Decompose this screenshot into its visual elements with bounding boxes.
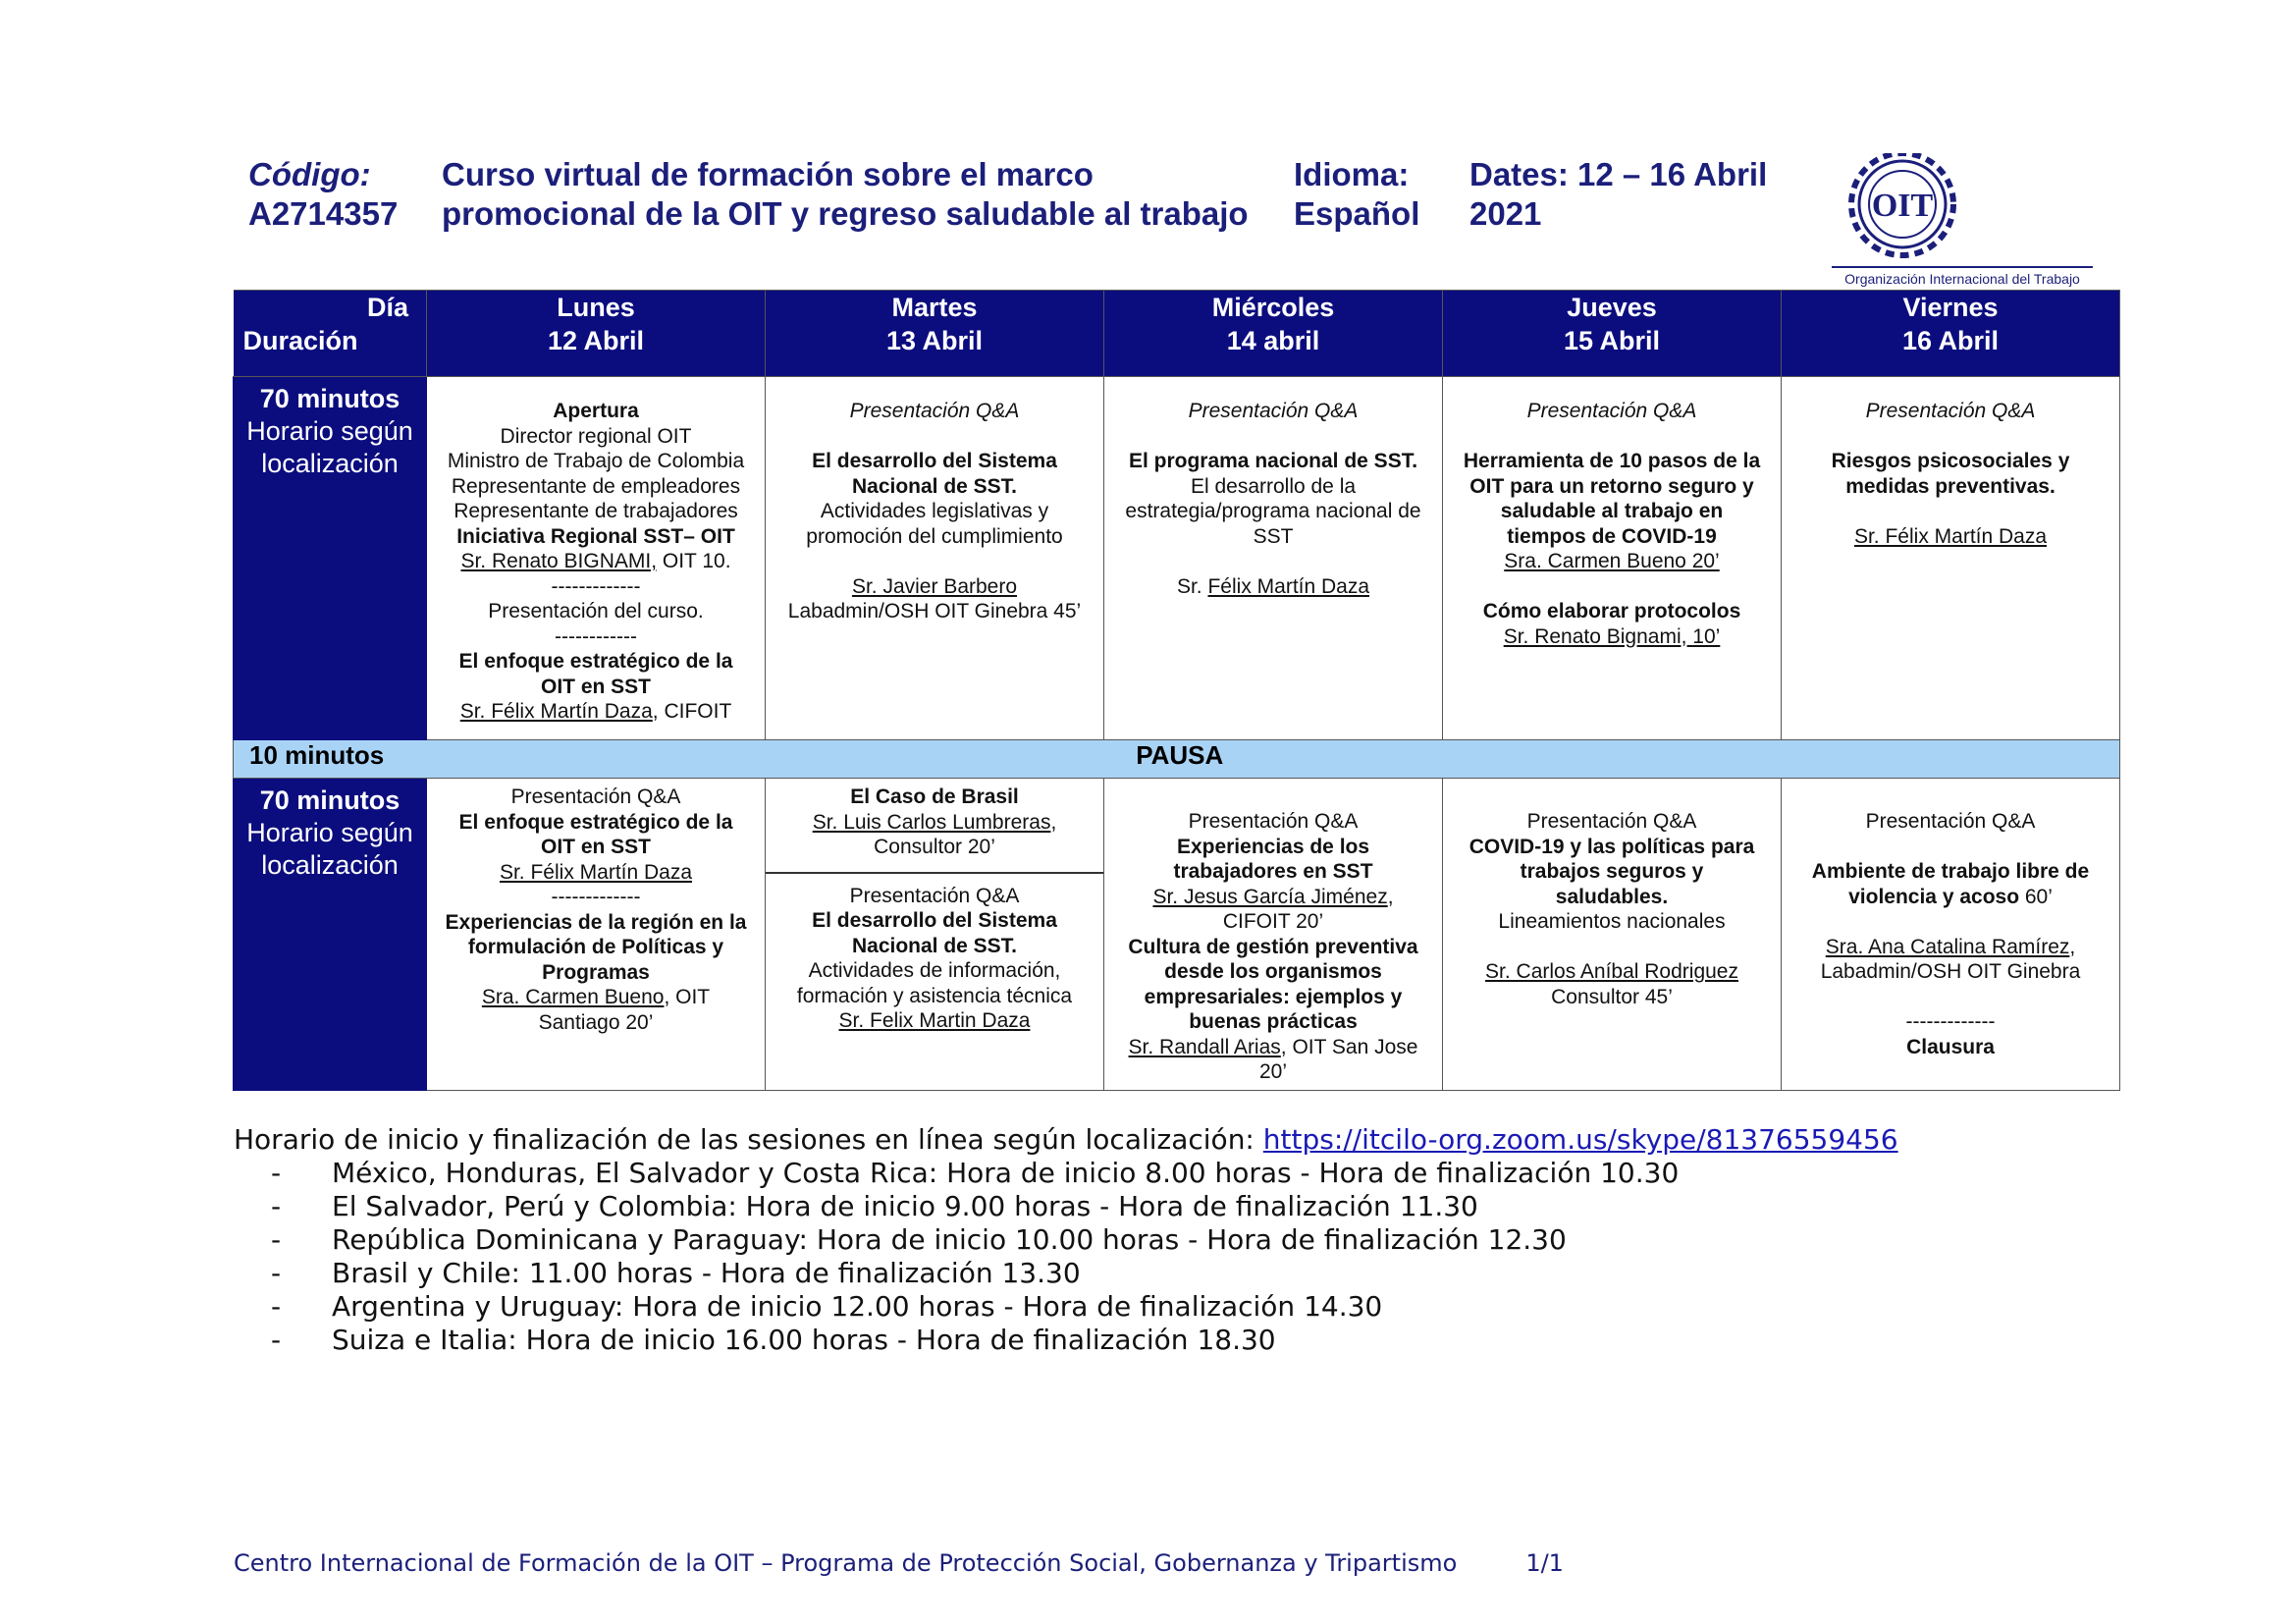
dates-line-2: 2021 [1469,195,1542,232]
list-item: - Suiza e Italia: Hora de inicio 16.00 horas - Hora de finalización 18.30 [271,1324,1276,1356]
session-2-duration: 70 minutos Horario según localización [234,779,427,1091]
course-title [442,155,1249,234]
pause-row [234,740,2120,779]
language-value: Español [1294,195,1420,232]
oit-gear-icon [1832,153,2093,263]
day-header-wednesday: Miércoles 14 abril [1104,291,1443,377]
day-header-friday: Viernes 16 Abril [1782,291,2120,377]
session-1-row [234,377,2120,740]
list-item: - Argentina y Uruguay: Hora de inicio 12.00 horas - Hora de finalización 14.30 [271,1290,1383,1323]
title-line-2: promocional de la OIT y regreso saludable al trabajo [442,195,1249,232]
corner-header [234,291,427,377]
session-1-wednesday: Presentación Q&A El programa nacional de SST. El desarrollo de la estrategia/programa nacional de SST Sr. Félix Martín Daza [1104,377,1443,740]
session-2-wednesday: Presentación Q&A Experiencias de los trabajadores en SST Sr. Jesus García Jiménez, CIFOIT 20’ Cultura de gestión preventiva desde los organismos empresariales: ejemplos y buenas prácticas Sr. Randall Arias, OIT San Jose 20’ [1104,779,1443,1091]
code-label: Código: [248,156,371,192]
schedule-notes [234,1123,1898,1357]
session-1-tuesday: Presentación Q&A El desarrollo del Sistema Nacional de SST. Actividades legislativas y promoción del cumplimiento Sr. Javier Barbero Labadmin/OSH OIT Ginebra 45’ [766,377,1104,740]
cell-divider [766,872,1103,874]
session-2-thursday: Presentación Q&A COVID-19 y las políticas para trabajos seguros y saludables. Lineamientos nacionales Sr. Carlos Aníbal Rodriguez Consultor 45’ [1443,779,1782,1091]
logo-caption: Organización Internacional del Trabajo [1844,271,2080,287]
course-dates [1469,155,1767,234]
day-header-thursday: Jueves 15 Abril [1443,291,1782,377]
dates-line-1: Dates: 12 – 16 Abril [1469,156,1768,192]
notes-intro: Horario de inicio y finalización de las sesiones en línea según localización: https://itcilo-org.zoom.us/skype/81376559456 [234,1123,1898,1156]
logo-divider [1832,266,2093,268]
list-item: - Brasil y Chile: 11.00 horas - Hora de finalización 13.30 [271,1257,1081,1289]
schedule-table [233,290,2120,1091]
language-label: Idioma: [1294,156,1410,192]
pause-duration: 10 minutos [234,740,427,779]
page-number: 1/1 [1525,1549,1564,1577]
title-line-1: Curso virtual de formación sobre el marco [442,156,1094,192]
day-header-monday: Lunes 12 Abril [427,291,766,377]
session-2-friday: Presentación Q&A Ambiente de trabajo libre de violencia y acoso 60’ Sra. Ana Catalina Ramírez, Labadmin/OSH OIT Ginebra ------------- Clausura [1782,779,2120,1091]
logo-text: OIT [1871,188,1934,224]
oit-logo [1832,153,2093,291]
list-item: - El Salvador, Perú y Colombia: Hora de inicio 9.00 horas - Hora de finalización 11.30 [271,1190,1478,1222]
session-1-thursday: Presentación Q&A Herramienta de 10 pasos de la OIT para un retorno seguro y saludable al trabajo en tiempos de COVID-19 Sra. Carmen Bueno 20’ Cómo elaborar protocolos Sr. Renato Bignami, 10’ [1443,377,1782,740]
footer-text: Centro Internacional de Formación de la OIT – Programa de Protección Social, Gobernanza y Tripartismo [234,1549,1458,1577]
session-1-duration: 70 minutos Horario según localización [234,377,427,740]
pause-label: PAUSA [427,740,2120,779]
session-1-monday: Apertura Director regional OIT Ministro de Trabajo de Colombia Representante de empleadores Representante de trabajadores Iniciativa Regional SST– OIT Sr. Renato BIGNAMI, OIT 10. ------------- Presentación del curso. ------------ El enfoque estratégico de la OIT en SST Sr. Félix Martín Daza, CIFOIT [427,377,766,740]
list-item: - República Dominicana y Paraguay: Hora de inicio 10.00 horas - Hora de finalización 12.30 [271,1223,1567,1256]
list-item: - México, Honduras, El Salvador y Costa Rica: Hora de inicio 8.00 horas - Hora de finalización 10.30 [271,1157,1680,1189]
table-header-row [234,291,2120,377]
day-header-tuesday: Martes 13 Abril [766,291,1104,377]
session-2-tuesday: El Caso de Brasil Sr. Luis Carlos Lumbreras, Consultor 20’ Presentación Q&A El desarrollo del Sistema Nacional de SST. Actividades de información, formación y asistencia técnica Sr. Felix Martin Daza [766,779,1104,1091]
session-2-monday: Presentación Q&A El enfoque estratégico de la OIT en SST Sr. Félix Martín Daza ------------- Experiencias de la región en la formulación de Políticas y Programas Sra. Carmen Bueno, OIT Santiago 20’ [427,779,766,1091]
session-1-friday: Presentación Q&A Riesgos psicosociales y medidas preventivas. Sr. Félix Martín Daza [1782,377,2120,740]
code-value: A2714357 [248,195,399,232]
course-language [1294,155,1419,234]
corner-duration-label: Duración [242,326,358,355]
corner-day-label: Día [366,293,408,322]
course-code [248,155,398,234]
page-footer [234,1549,1564,1577]
session-2-row [234,779,2120,1091]
zoom-link[interactable]: https://itcilo-org.zoom.us/skype/81376559456 [1262,1123,1898,1156]
